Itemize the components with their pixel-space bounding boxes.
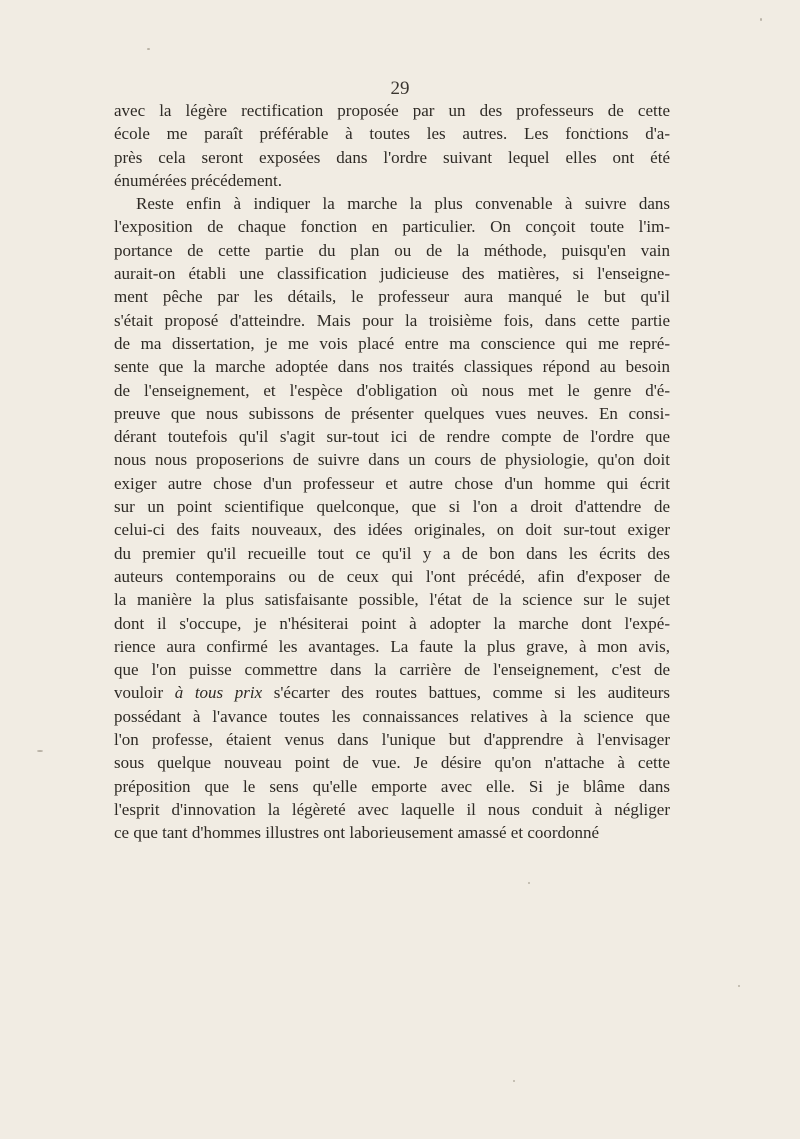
text-line: préposition que le sens qu'elle emporte avec elle. Si je blâme dans — [114, 776, 670, 796]
emphasis-text: à tous prix — [174, 683, 263, 703]
text-line: ce que tant d'hommes illustres ont laborieusement amassé et coordonné — [114, 823, 600, 843]
text-line: celui-ci des faits nouveaux, des idées originales, on doit sur-tout exiger — [114, 520, 670, 540]
text-line: sente que la marche adoptée dans nos traités classiques répond au besoin — [114, 357, 670, 377]
text-line: près cela seront exposées dans l'ordre suivant lequel elles ont été — [114, 147, 670, 167]
text-line: l'exposition de chaque fonction en particulier. On conçoit toute l'im- — [114, 217, 670, 237]
text-line: de l'enseignement, et l'espèce d'obligation où nous met le genre d'é- — [114, 380, 670, 400]
text-line: de ma dissertation, je me vois placé entre ma conscience qui me repré- — [114, 333, 670, 353]
text-line: ment pêche par les détails, le professeur aura manqué le but qu'il — [114, 287, 670, 307]
text-line: sous quelque nouveau point de vue. Je désire qu'on n'attache à cette — [114, 753, 670, 773]
text-line: Reste enfin à indiquer la marche la plus convenable à suivre dans — [136, 194, 670, 214]
text-line: preuve que nous subissons de présenter quelques vues neuves. En consi- — [114, 403, 670, 423]
text-line: nous nous proposerions de suivre dans un cours de physiologie, qu'on doit — [114, 450, 670, 470]
page-number: 29 — [390, 78, 410, 99]
text-line: s'était proposé d'atteindre. Mais pour la troisième fois, dans cette partie — [114, 310, 670, 330]
text-line: l'on professe, étaient venus dans l'unique but d'apprendre à l'envisager — [114, 730, 670, 750]
text-line: portance de cette partie du plan ou de la méthode, puisqu'en vain — [114, 240, 670, 260]
text-line: aurait-on établi une classification judicieuse des matières, si l'enseigne- — [114, 264, 670, 284]
text-line: du premier qu'il recueille tout ce qu'il y a de bon dans les écrits des — [114, 543, 670, 563]
text-line: auteurs contemporains ou de ceux qui l'ont précédé, afin d'exposer de — [114, 566, 670, 586]
text-line: que l'on puisse commettre dans la carrière de l'enseignement, c'est de — [114, 660, 670, 680]
text-line: dérant toutefois qu'il s'agit sur-tout ici de rendre compte de l'ordre que — [114, 427, 670, 447]
text-line: énumérées précédement. — [114, 170, 283, 190]
body-text — [114, 99, 670, 845]
text-line: rience aura confirmé les avantages. La faute la plus grave, à mon avis, — [114, 636, 670, 656]
text-line: exiger autre chose d'un professeur et autre chose d'un homme qui écrit — [114, 473, 670, 493]
text-line: vouloir à tous prix s'écarter des routes battues, comme si les auditeurs — [114, 683, 671, 703]
text-line: avec la légère rectification proposée par un des professeurs de cette — [114, 101, 670, 120]
text-line: l'esprit d'innovation la légèreté avec laquelle il nous conduit à négliger — [114, 799, 670, 819]
text-line: possédant à l'avance toutes les connaissances relatives à la science que — [114, 706, 670, 726]
text-line: sur un point scientifique quelconque, que si l'on a droit d'attendre de — [114, 497, 670, 517]
text-line: école me paraît préférable à toutes les autres. Les fonctions d'a- — [114, 124, 670, 144]
text-line: dont il s'occupe, je n'hésiterai point à adopter la marche dont l'expé- — [114, 613, 670, 633]
text-line: la manière la plus satisfaisante possible, l'état de la science sur le sujet — [114, 590, 670, 610]
